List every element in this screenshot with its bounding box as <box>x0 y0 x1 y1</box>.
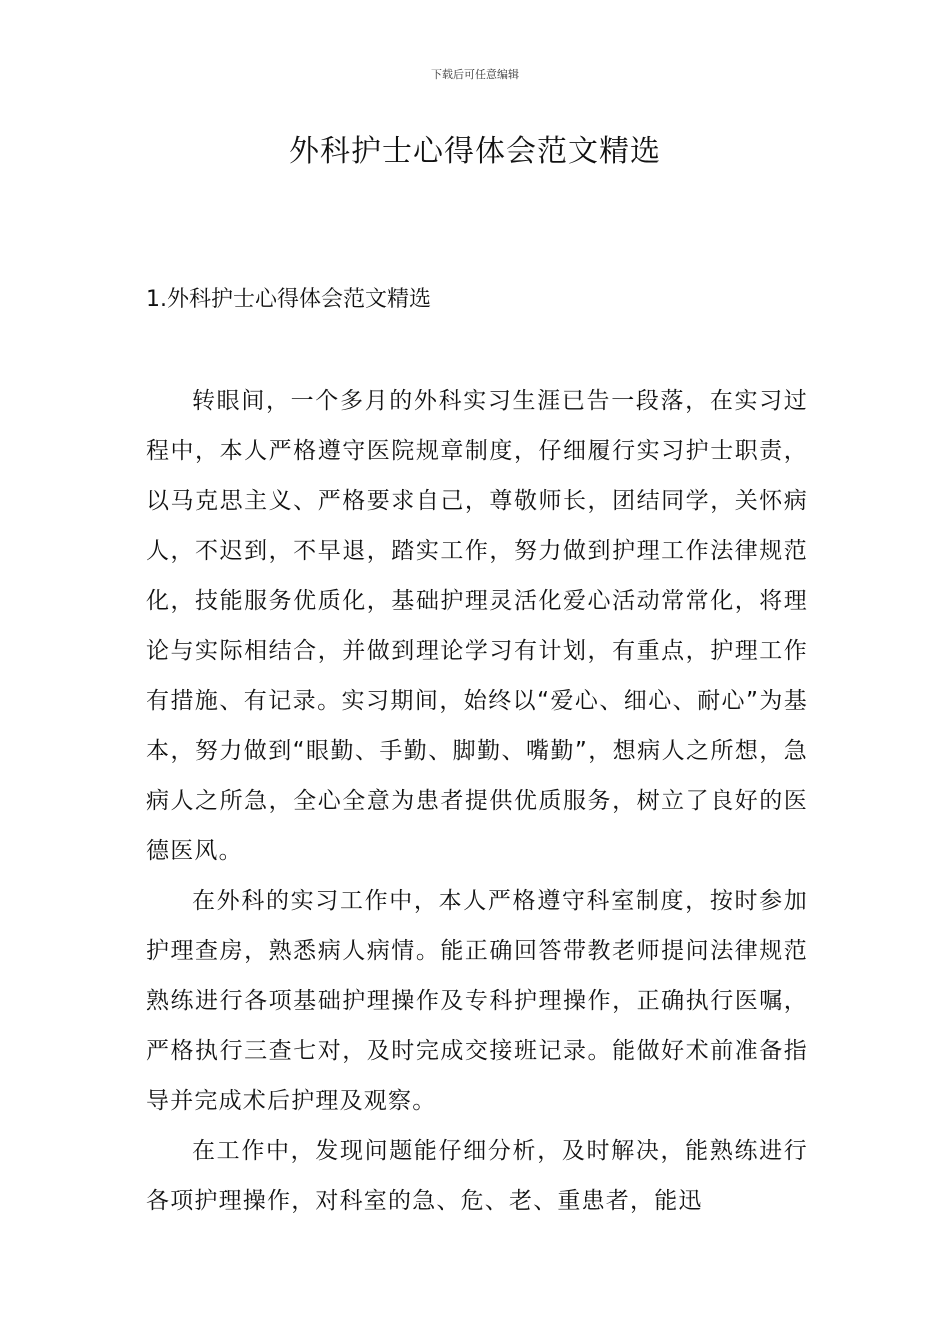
header-note: 下载后可任意编辑 <box>431 68 519 81</box>
section-heading: 1.外科护士心得体会范文精选 <box>146 287 431 312</box>
document-title: 外科护士心得体会范文精选 <box>289 134 661 169</box>
paragraph-3: 在工作中，发现问题能仔细分析，及时解决，能熟练进行各项护理操作，对科室的急、危、老、重患者，能迅 <box>146 1138 808 1214</box>
paragraph-2: 在外科的实习工作中，本人严格遵守科室制度，按时参加护理查房，熟悉病人病情。能正确回答带教老师提问法律规范熟练进行各项基础护理操作及专科护理操作，正确执行医嘱，严格执行三查七对，及时完成交接班记录。能做好术前准备指导并完成术后护理及观察。 <box>146 888 808 1114</box>
document-body <box>146 376 808 1226</box>
paragraph-1: 转眼间，一个多月的外科实习生涯已告一段落，在实习过程中，本人严格遵守医院规章制度，仔细履行实习护士职责，以马克思主义、严格要求自己，尊敬师长，团结同学，关怀病人，不迟到，不早退，踏实工作，努力做到护理工作法律规范化，技能服务优质化，基础护理灵活化爱心活动常常化，将理论与实际相结合，并做到理论学习有计划，有重点，护理工作有措施、有记录。实习期间，始终以“爱心、细心、耐心”为基本，努力做到“眼勤、手勤、脚勤、嘴勤”，想病人之所想，急病人之所急，全心全意为患者提供优质服务，树立了良好的医德医风。 <box>146 388 808 864</box>
